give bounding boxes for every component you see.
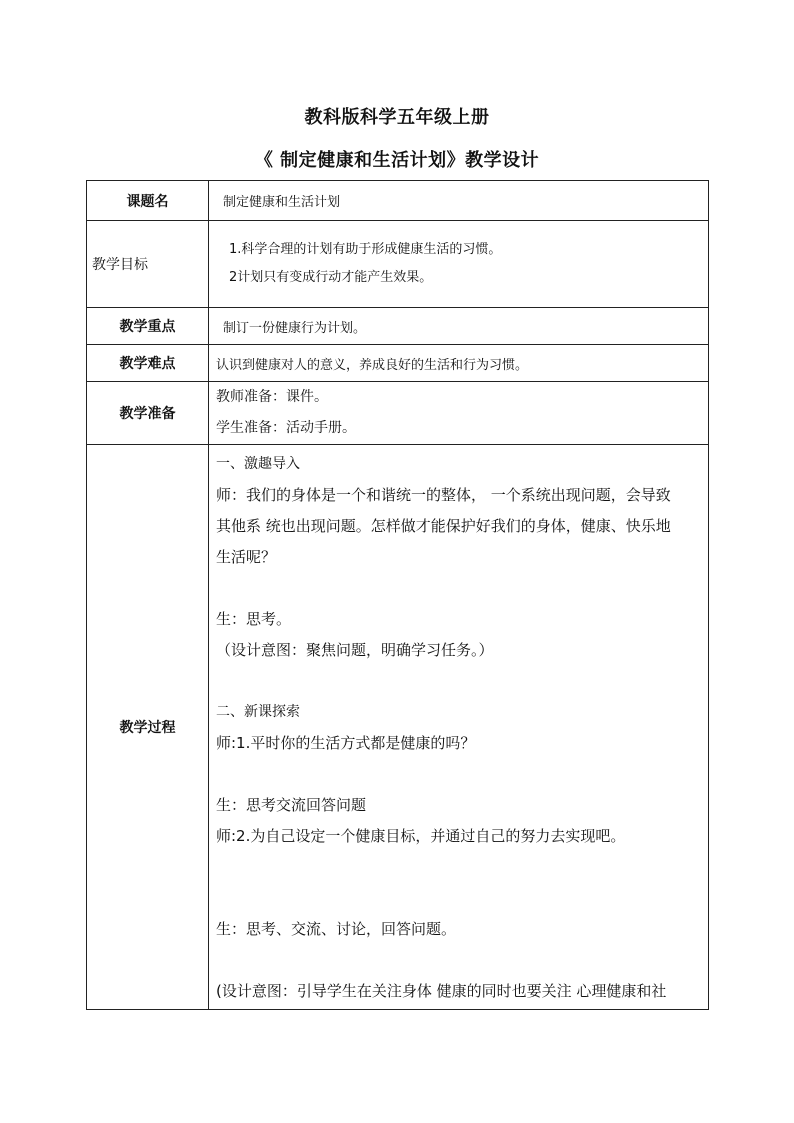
preparation-line: 学生准备：活动手册。 — [216, 420, 356, 436]
topic-value: 制定健康和生活计划 — [209, 181, 709, 221]
table-row — [87, 382, 709, 445]
section-heading: 二、新课探索 — [216, 704, 300, 720]
process-line: (设计意图：引导学生在关注身体 健康的同时也要关注 心理健康和社 — [216, 982, 667, 1000]
goal-cell — [209, 221, 709, 308]
preparation-line: 教师准备：课件。 — [216, 389, 328, 405]
difficulty-value: 认识到健康对人的意义，养成良好的生活和行为习惯。 — [209, 345, 709, 382]
preparation-cell — [209, 382, 709, 445]
process-line: 师:1.平时你的生活方式都是健康的吗？ — [216, 734, 476, 752]
table-row — [87, 445, 709, 1010]
key-point-value: 制订一份健康行为计划。 — [209, 308, 709, 345]
table-row — [87, 221, 709, 308]
topic-label: 课题名 — [87, 181, 209, 221]
goal-label: 教学目标 — [87, 221, 209, 308]
key-point-label: 教学重点 — [87, 308, 209, 345]
process-line: 生：思考交流回答问题 — [216, 796, 367, 814]
process-cell — [209, 445, 709, 1010]
table-row — [87, 345, 709, 382]
lesson-plan-table — [86, 180, 709, 1010]
process-line: 其他系 统也出现问题。怎样做才能保护好我们的身体，健康、快乐地 — [216, 517, 671, 535]
section-heading: 一、激趣导入 — [216, 456, 300, 472]
process-line: 生活呢？ — [216, 548, 277, 566]
lesson-title: 《 制定健康和生活计划》教学设计 — [254, 150, 540, 171]
document-title: 教科版科学五年级上册 — [304, 107, 490, 128]
process-line: （设计意图：聚焦问题，明确学习任务。） — [216, 641, 494, 659]
process-line: 生：思考。 — [216, 610, 292, 628]
preparation-label: 教学准备 — [87, 382, 209, 445]
process-line: 生：思考、交流、讨论，回答问题。 — [216, 920, 457, 938]
goal-line: 2计划只有变成行动才能产生效果。 — [229, 270, 433, 285]
table-row — [87, 308, 709, 345]
table-row — [87, 181, 709, 221]
difficulty-label: 教学难点 — [87, 345, 209, 382]
goal-line: 1.科学合理的计划有助于形成健康生活的习惯。 — [229, 242, 502, 257]
process-line: 师:2.为自己设定一个健康目标，并通过自己的努力去实现吧。 — [216, 827, 626, 845]
process-label: 教学过程 — [87, 445, 209, 1010]
process-line: 师：我们的身体是一个和谐统一的整体， 一个系统出现问题，会导致 — [216, 486, 671, 504]
